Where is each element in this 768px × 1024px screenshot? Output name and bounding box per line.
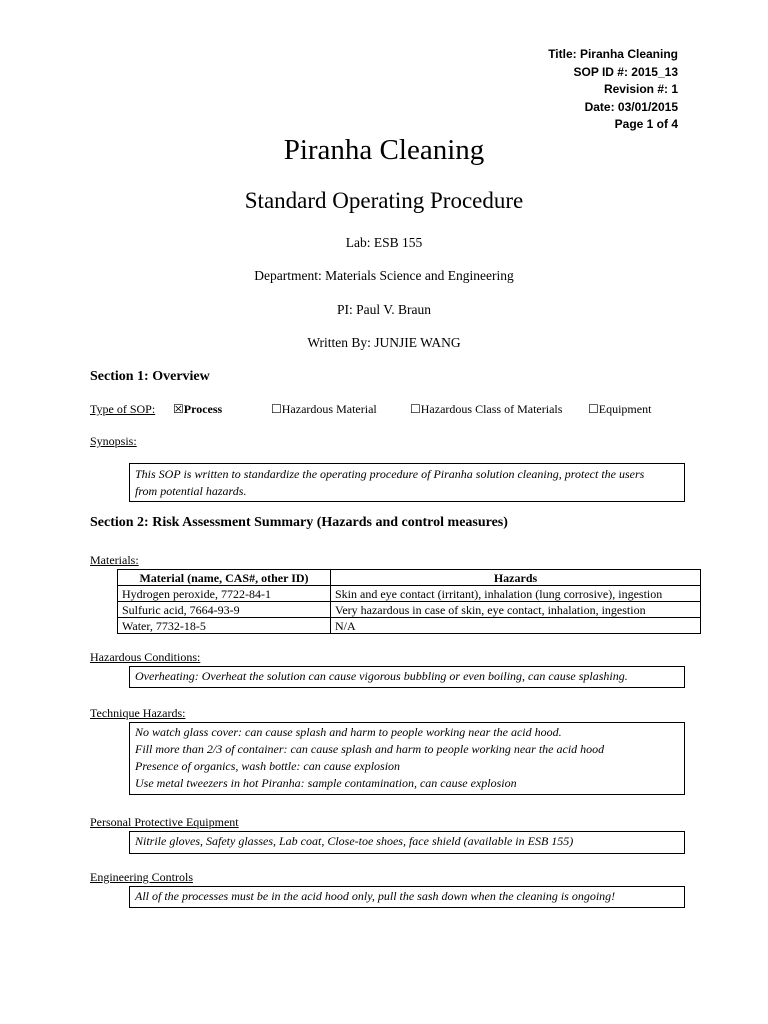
technique-hazard-item: Use metal tweezers in hot Piranha: sample contamination, can cause explosion xyxy=(135,776,517,790)
department-line: Department: Materials Science and Engineering xyxy=(254,268,514,283)
option-label: Equipment xyxy=(598,402,652,416)
ppe-box xyxy=(129,831,685,854)
materials-table xyxy=(117,569,701,634)
header-title: Title: Piranha Cleaning xyxy=(548,47,678,61)
engineering-controls-text: All of the processes must be in the acid hood only, pull the sash down when the cleaning is ongoing! xyxy=(135,889,616,903)
materials-label: Materials: xyxy=(90,553,139,567)
section-1-heading: Section 1: Overview xyxy=(90,369,210,384)
section-2-heading: Section 2: Risk Assessment Summary (Hazards and control measures) xyxy=(90,515,508,530)
technique-hazards-label: Technique Hazards: xyxy=(90,706,186,720)
table-cell: Water, 7732-18-5 xyxy=(118,618,331,634)
technique-hazard-item: Presence of organics, wash bottle: can cause explosion xyxy=(135,759,401,773)
option-process[interactable] xyxy=(173,402,222,417)
technique-hazard-item: No watch glass cover: can cause splash and harm to people working near the acid hood. xyxy=(135,725,562,739)
pi-line: PI: Paul V. Braun xyxy=(336,302,431,317)
synopsis-line: from potential hazards. xyxy=(135,484,247,498)
synopsis-line: This SOP is written to standardize the operating procedure of Piranha solution cleaning, protect the users xyxy=(135,467,645,481)
table-cell: N/A xyxy=(331,618,701,634)
technique-hazards-box xyxy=(129,722,685,795)
checkbox-icon[interactable]: ☐ xyxy=(588,402,599,416)
lab-line: Lab: ESB 155 xyxy=(345,235,423,250)
document-title: Piranha Cleaning xyxy=(283,134,485,166)
engineering-controls-label: Engineering Controls xyxy=(90,870,193,884)
checkbox-icon[interactable]: ☐ xyxy=(410,402,421,416)
technique-hazard-item: Fill more than 2/3 of container: can cause splash and harm to people working near the acid hood xyxy=(135,742,605,756)
column-header: Material (name, CAS#, other ID) xyxy=(118,570,331,586)
written-by-line: Written By: JUNJIE WANG xyxy=(307,335,461,350)
sop-type-row xyxy=(90,402,690,418)
header-revision: Revision #: 1 xyxy=(603,82,678,96)
document-subtitle: Standard Operating Procedure xyxy=(244,188,524,213)
hazardous-conditions-box xyxy=(129,666,685,688)
document-header xyxy=(548,46,678,134)
table-cell: Skin and eye contact (irritant), inhalation (lung corrosive), ingestion xyxy=(331,586,701,602)
table-header-row xyxy=(118,570,701,586)
column-header: Hazards xyxy=(331,570,701,586)
table-cell: Very hazardous in case of skin, eye contact, inhalation, ingestion xyxy=(331,602,701,618)
table-cell: Sulfuric acid, 7664-93-9 xyxy=(118,602,331,618)
header-sop-id: SOP ID #: 2015_13 xyxy=(573,64,678,79)
option-label: Process xyxy=(183,402,223,416)
checkbox-checked-icon[interactable]: ☒ xyxy=(173,402,184,416)
hazardous-conditions-text: Overheating: Overheat the solution can cause vigorous bubbling or even boiling, can cause splashing. xyxy=(135,669,628,683)
option-hazardous-class[interactable] xyxy=(410,402,562,417)
engineering-controls-box xyxy=(129,886,685,908)
ppe-label: Personal Protective Equipment xyxy=(90,815,239,829)
table-row xyxy=(118,618,701,634)
table-row xyxy=(118,602,701,618)
sop-type-label: Type of SOP: xyxy=(90,402,156,416)
header-date: Date: 03/01/2015 xyxy=(584,99,678,114)
synopsis-box xyxy=(129,463,685,502)
table-cell: Hydrogen peroxide, 7722-84-1 xyxy=(118,586,331,602)
option-hazardous-material[interactable] xyxy=(271,402,377,417)
table-row xyxy=(118,586,701,602)
option-equipment[interactable] xyxy=(588,402,651,417)
option-label: Hazardous Material xyxy=(281,402,377,416)
synopsis-label: Synopsis: xyxy=(90,434,137,448)
checkbox-icon[interactable]: ☐ xyxy=(271,402,282,416)
hazardous-conditions-label: Hazardous Conditions: xyxy=(90,650,201,664)
header-page: Page 1 of 4 xyxy=(614,117,678,131)
option-label: Hazardous Class of Materials xyxy=(420,402,563,416)
ppe-text: Nitrile gloves, Safety glasses, Lab coat, Close-toe shoes, face shield (available in ESB 155) xyxy=(135,834,574,848)
